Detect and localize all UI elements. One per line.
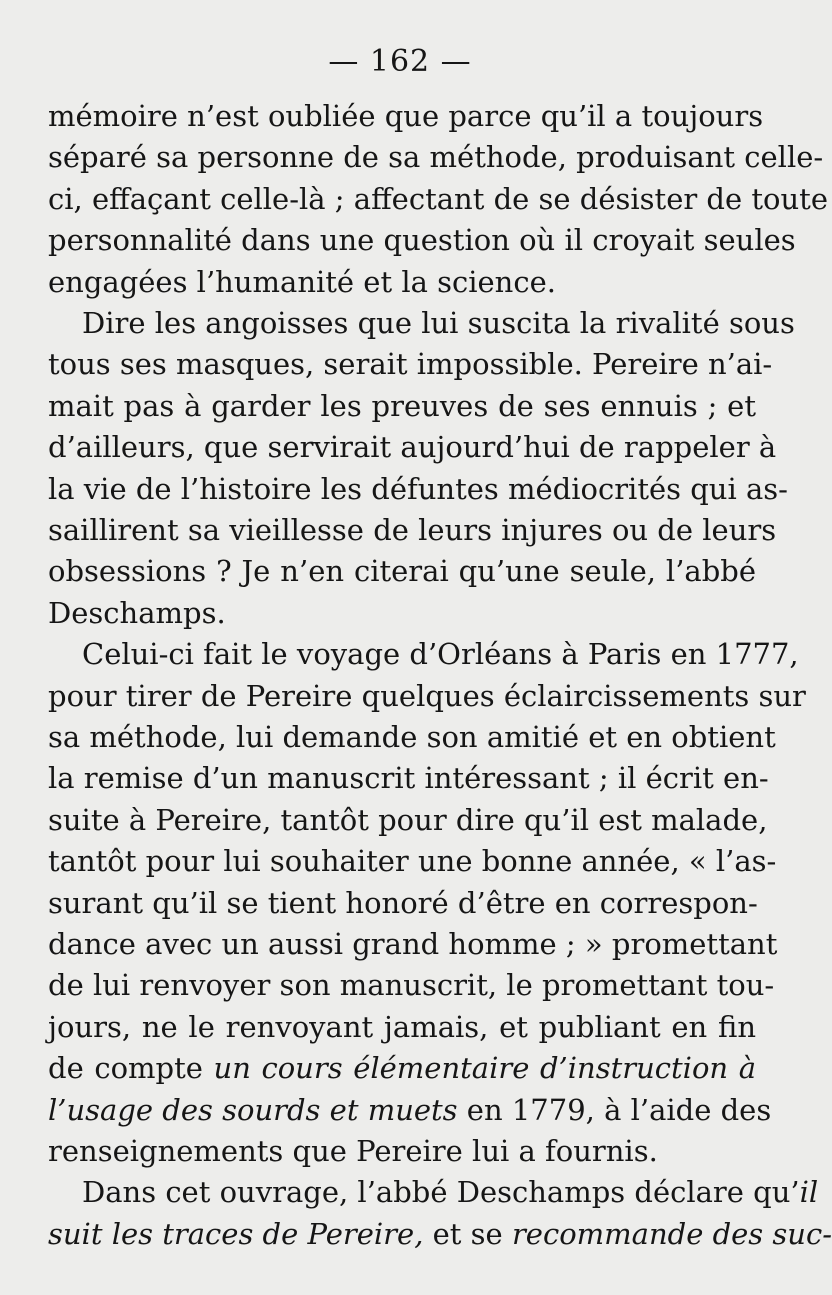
text-run: suite à Pereire, tantôt pour dire qu’il est malade, [48, 802, 768, 837]
text-line [48, 758, 769, 798]
text-line [48, 924, 778, 964]
text-line [48, 220, 796, 260]
text-run: Celui-ci fait le voyage d’Orléans à Paris en 1777, [82, 637, 799, 672]
text-line [48, 262, 756, 302]
text-run: tous ses masques, serait impossible. Pereire n’ai- [48, 347, 773, 382]
italic-text-run: l’usage des sourds et muets [48, 1092, 458, 1127]
text-run: Dans cet ouvrage, l’abbé Deschamps déclare qu’ [82, 1175, 800, 1210]
text-line [48, 965, 775, 1005]
text-line [48, 883, 756, 923]
text-run: séparé sa personne de sa méthode, produisant celle- [48, 140, 824, 175]
text-run: mémoire n’est oubliée que parce qu’il a toujours [48, 99, 764, 133]
text-line [48, 510, 777, 550]
text-run: jours, ne le renvoyant jamais, et publiant en fin [48, 1009, 756, 1044]
text-line [48, 344, 773, 384]
text-line [48, 427, 777, 467]
page-number: — 162 — [328, 44, 472, 79]
text-run: Deschamps. [48, 595, 226, 630]
text-run: ci, effaçant celle-là ; affectant de se désister de toute [48, 181, 828, 216]
text-line [82, 303, 795, 343]
text-line [82, 1172, 819, 1212]
text-line [48, 1131, 756, 1171]
text-run: Dire les angoisses que lui suscita la rivalité sous [82, 306, 795, 340]
text-run: de lui renvoyer son manuscrit, le promettant tou- [48, 968, 775, 1003]
text-line [82, 634, 799, 674]
text-run: renseignements que Pereire lui a fournis. [48, 1134, 658, 1168]
text-line [48, 1048, 756, 1088]
text-line [48, 137, 824, 177]
text-run: mait pas à garder les preuves de ses ennuis ; et [48, 388, 756, 423]
italic-text-run: il [799, 1175, 819, 1210]
text-line [48, 551, 756, 591]
italic-text-run: un cours élémentaire d’instruction à [213, 1051, 756, 1086]
text-line [48, 800, 768, 840]
text-line [48, 593, 756, 633]
italic-text-run: recommande des suc- [511, 1216, 832, 1251]
text-run: de compte [48, 1051, 214, 1086]
text-line [48, 676, 806, 716]
text-line [48, 469, 788, 509]
text-run: engagées l’humanité et la science. [48, 264, 556, 299]
text-line [48, 1007, 756, 1047]
text-run: la vie de l’histoire les défuntes médiocrités qui as- [48, 471, 788, 506]
italic-text-run: suit les traces de Pereire, [48, 1216, 424, 1251]
text-line [48, 1090, 772, 1130]
text-run: tantôt pour lui souhaiter une bonne année, « l’as- [48, 844, 777, 879]
text-line [48, 386, 756, 426]
text-run: personnalité dans une question où il croyait seules [48, 223, 796, 258]
text-line [48, 717, 776, 757]
text-run: dance avec un aussi grand homme ; » promettant [48, 927, 778, 961]
text-run: et se [423, 1216, 512, 1251]
text-run: obsessions ? Je n’en citerai qu’une seule, l’abbé [48, 554, 756, 589]
text-line [48, 96, 764, 136]
text-line [48, 179, 828, 219]
text-run: pour tirer de Pereire quelques éclaircissements sur [48, 678, 806, 713]
text-run: saillirent sa vieillesse de leurs injures ou de leurs [48, 513, 777, 547]
text-run: la remise d’un manuscrit intéressant ; il écrit en- [48, 761, 769, 796]
text-run: en 1779, à l’aide des [457, 1092, 772, 1127]
text-line [48, 841, 777, 881]
text-run: surant qu’il se tient honoré d’être en correspon- [48, 885, 758, 920]
text-run: d’ailleurs, que servirait aujourd’hui de rappeler à [48, 430, 777, 465]
text-line [48, 1214, 832, 1254]
text-run: sa méthode, lui demande son amitié et en obtient [48, 720, 776, 754]
